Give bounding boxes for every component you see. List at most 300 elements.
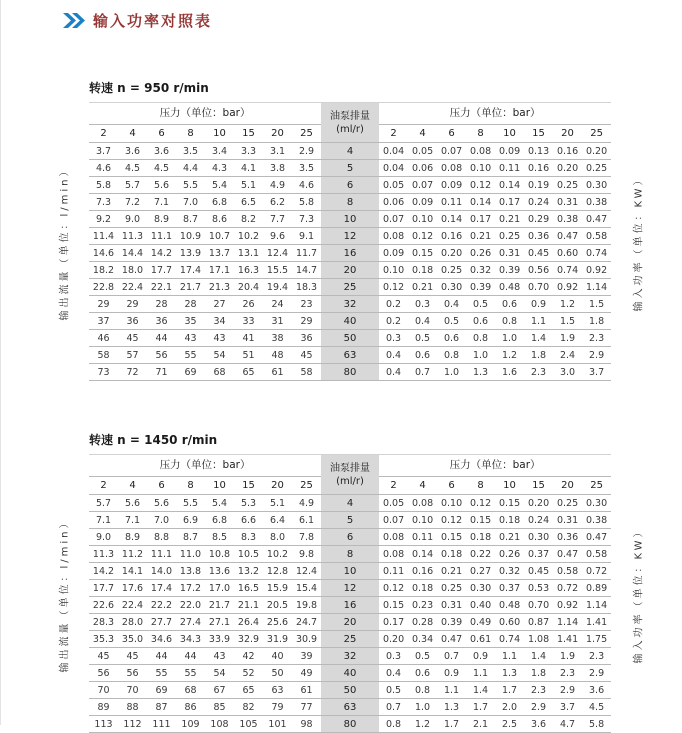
flow-value: 3.8: [263, 160, 292, 177]
flow-value: 29: [89, 296, 118, 313]
flow-value: 14.1: [118, 563, 147, 580]
pressure-col-header: 15: [234, 125, 263, 143]
power-value: 0.08: [437, 160, 466, 177]
table-row: [89, 262, 611, 279]
pressure-col-header: 10: [495, 125, 524, 143]
power-value: 0.47: [582, 529, 611, 546]
pressure-col-header: 6: [147, 125, 176, 143]
power-value: 0.38: [553, 211, 582, 228]
power-value: 0.8: [495, 313, 524, 330]
power-value: 0.8: [437, 347, 466, 364]
power-value: 0.16: [524, 160, 553, 177]
pressure-col-header: 25: [292, 125, 321, 143]
flow-value: 14.4: [118, 245, 147, 262]
power-value: 0.07: [379, 211, 408, 228]
double-chevron-icon: [63, 13, 85, 28]
flow-value: 35.0: [118, 631, 147, 648]
power-value: 0.4: [379, 665, 408, 682]
flow-value: 9.2: [89, 211, 118, 228]
pressure-col-header: 25: [582, 125, 611, 143]
flow-value: 87: [147, 699, 176, 716]
flow-value: 98: [292, 716, 321, 733]
power-value: 1.3: [466, 364, 495, 381]
flow-value: 3.7: [89, 143, 118, 160]
power-value: 2.9: [553, 682, 582, 699]
power-value: 0.30: [466, 580, 495, 597]
power-value: 1.9: [553, 648, 582, 665]
displacement-value: 12: [321, 228, 379, 245]
power-value: 0.10: [379, 262, 408, 279]
power-value: 5.8: [582, 716, 611, 733]
flow-value: 58: [292, 364, 321, 381]
flow-value: 4.4: [176, 160, 205, 177]
power-value: 0.24: [524, 512, 553, 529]
pressure-col-header: 20: [553, 477, 582, 495]
flow-value: 61: [292, 682, 321, 699]
displacement-value: 40: [321, 665, 379, 682]
power-value: 0.47: [582, 211, 611, 228]
flow-value: 22.2: [147, 597, 176, 614]
flow-value: 89: [89, 699, 118, 716]
power-value: 1.14: [553, 614, 582, 631]
power-axis-label: 输入功率（单位：KW）: [633, 171, 645, 312]
power-value: 0.21: [408, 279, 437, 296]
flow-value: 3.5: [176, 143, 205, 160]
power-value: 0.15: [437, 529, 466, 546]
flow-value: 13.9: [176, 245, 205, 262]
flow-value: 22.8: [89, 279, 118, 296]
table-row: [89, 597, 611, 614]
power-value: 1.5: [553, 313, 582, 330]
flow-value: 28.3: [89, 614, 118, 631]
flow-value: 73: [89, 364, 118, 381]
flow-value: 34: [205, 313, 234, 330]
power-value: 1.8: [582, 313, 611, 330]
flow-value: 15.4: [292, 580, 321, 597]
power-value: 0.10: [437, 495, 466, 512]
power-value: 0.07: [379, 512, 408, 529]
flow-value: 22.4: [118, 279, 147, 296]
flow-value: 101: [263, 716, 292, 733]
displacement-value: 63: [321, 347, 379, 364]
power-value: 1.14: [582, 597, 611, 614]
flow-value: 4.9: [263, 177, 292, 194]
flow-value: 13.2: [234, 563, 263, 580]
pressure-col-header: 6: [147, 477, 176, 495]
flow-value: 54: [205, 665, 234, 682]
flow-value: 58: [89, 347, 118, 364]
flow-value: 13.8: [176, 563, 205, 580]
flow-value: 17.2: [176, 580, 205, 597]
power-value: 0.9: [466, 648, 495, 665]
flow-value: 50: [263, 665, 292, 682]
flow-value: 70: [89, 682, 118, 699]
power-value: 0.25: [553, 495, 582, 512]
power-value: 0.21: [437, 563, 466, 580]
flow-value: 5.6: [147, 177, 176, 194]
displacement-value: 32: [321, 648, 379, 665]
flow-value: 65: [234, 682, 263, 699]
power-value: 0.09: [437, 177, 466, 194]
flow-value: 21.7: [176, 279, 205, 296]
pressure-col-header: 8: [466, 477, 495, 495]
flow-value: 14.0: [147, 563, 176, 580]
flow-value: 18.0: [118, 262, 147, 279]
power-value: 0.40: [466, 597, 495, 614]
flow-value: 20.4: [234, 279, 263, 296]
table-row: [89, 330, 611, 347]
power-value: 0.16: [408, 563, 437, 580]
power-value: 0.74: [582, 245, 611, 262]
table-row: [89, 194, 611, 211]
flow-value: 16.5: [234, 580, 263, 597]
flow-value: 7.1: [118, 512, 147, 529]
table-row: [89, 682, 611, 699]
power-value: 0.20: [524, 495, 553, 512]
power-value: 0.08: [466, 143, 495, 160]
flow-value: 26: [234, 296, 263, 313]
table-row: [89, 296, 611, 313]
flow-value: 3.1: [263, 143, 292, 160]
flow-value: 56: [118, 665, 147, 682]
table-row: [89, 279, 611, 296]
power-value: 2.0: [495, 699, 524, 716]
flow-value: 9.1: [292, 228, 321, 245]
power-value: 2.9: [582, 347, 611, 364]
power-value: 0.25: [582, 160, 611, 177]
power-value: 0.08: [408, 495, 437, 512]
power-value: 0.6: [437, 330, 466, 347]
power-value: 0.58: [582, 228, 611, 245]
flow-value: 3.6: [147, 143, 176, 160]
pressure-header-right: 压力（单位：bar）: [379, 455, 611, 477]
flow-value: 79: [263, 699, 292, 716]
power-value: 0.6: [495, 296, 524, 313]
flow-value: 51: [234, 347, 263, 364]
flow-value: 22.0: [176, 597, 205, 614]
flow-value: 69: [176, 364, 205, 381]
flow-value: 43: [205, 330, 234, 347]
power-value: 0.17: [379, 614, 408, 631]
flow-value: 14.2: [147, 245, 176, 262]
pressure-col-header: 15: [524, 125, 553, 143]
flow-value: 8.8: [147, 529, 176, 546]
flow-value: 67: [205, 682, 234, 699]
power-value: 0.38: [582, 194, 611, 211]
flow-value: 42: [234, 648, 263, 665]
power-value: 0.74: [553, 262, 582, 279]
flow-value: 11.7: [292, 245, 321, 262]
table-row: [89, 631, 611, 648]
power-value: 2.9: [582, 665, 611, 682]
power-value: 3.6: [524, 716, 553, 733]
flow-value: 55: [147, 665, 176, 682]
flow-value: 8.6: [205, 211, 234, 228]
table-row: [89, 546, 611, 563]
flow-axis-label: 输出流量（单位：l/min）: [59, 162, 71, 321]
pressure-col-header: 15: [234, 477, 263, 495]
flow-value: 27.7: [147, 614, 176, 631]
table-wrap: [59, 102, 645, 381]
power-value: 0.30: [437, 279, 466, 296]
power-value: 0.45: [524, 563, 553, 580]
flow-value: 9.0: [89, 529, 118, 546]
power-value: 1.4: [524, 648, 553, 665]
displacement-value: 20: [321, 614, 379, 631]
table-row: [89, 313, 611, 330]
displacement-header: [321, 103, 379, 143]
displacement-header-text: 油泵排量: [330, 462, 371, 474]
pressure-header-row: [89, 103, 611, 125]
power-value: 0.58: [553, 563, 582, 580]
flow-value: 11.1: [147, 546, 176, 563]
displacement-value: 50: [321, 682, 379, 699]
table-row: [89, 228, 611, 245]
power-value: 0.16: [437, 228, 466, 245]
flow-value: 16.3: [234, 262, 263, 279]
power-value: 0.08: [379, 228, 408, 245]
power-value: 1.4: [524, 330, 553, 347]
flow-value: 36: [292, 330, 321, 347]
flow-value: 8.5: [205, 529, 234, 546]
pressure-col-header: 2: [89, 125, 118, 143]
displacement-value: 5: [321, 160, 379, 177]
power-value: 0.05: [379, 177, 408, 194]
power-value: 0.04: [379, 160, 408, 177]
power-value: 0.70: [524, 597, 553, 614]
power-value: 0.30: [524, 529, 553, 546]
power-value: 0.6: [466, 313, 495, 330]
flow-value: 34.3: [176, 631, 205, 648]
power-value: 0.11: [379, 563, 408, 580]
power-value: 0.34: [408, 631, 437, 648]
power-value: 0.20: [582, 143, 611, 160]
page-header: [1, 0, 682, 31]
flow-value: 11.4: [89, 228, 118, 245]
power-value: 0.8: [379, 716, 408, 733]
displacement-value: 80: [321, 364, 379, 381]
flow-value: 105: [234, 716, 263, 733]
pressure-col-header: 20: [263, 477, 292, 495]
displacement-value: 50: [321, 330, 379, 347]
power-value: 0.18: [408, 262, 437, 279]
displacement-value: 4: [321, 143, 379, 160]
displacement-header-unit: (ml/r): [336, 123, 364, 135]
power-value: 1.1: [524, 313, 553, 330]
flow-value: 6.9: [176, 512, 205, 529]
power-value: 0.18: [495, 512, 524, 529]
flow-value: 31: [263, 313, 292, 330]
flow-value: 5.8: [292, 194, 321, 211]
power-value: 0.09: [379, 245, 408, 262]
power-value: 0.18: [466, 529, 495, 546]
power-value: 0.61: [466, 631, 495, 648]
flow-value: 61: [263, 364, 292, 381]
pressure-header-left: 压力（单位：bar）: [89, 455, 321, 477]
flow-value: 7.0: [147, 512, 176, 529]
flow-value: 45: [89, 648, 118, 665]
flow-value: 28: [176, 296, 205, 313]
flow-value: 21.3: [205, 279, 234, 296]
power-value: 1.2: [553, 296, 582, 313]
power-value: 0.15: [408, 245, 437, 262]
displacement-value: 25: [321, 631, 379, 648]
flow-value: 56: [89, 665, 118, 682]
power-value: 0.36: [524, 228, 553, 245]
power-axis-label: 输入功率（单位：KW）: [633, 523, 645, 664]
flow-value: 34.6: [147, 631, 176, 648]
power-value: 4.7: [553, 716, 582, 733]
flow-value: 11.3: [118, 228, 147, 245]
flow-value: 7.3: [292, 211, 321, 228]
power-value: 1.2: [495, 347, 524, 364]
displacement-value: 4: [321, 495, 379, 512]
table-row: [89, 699, 611, 716]
power-value: 1.7: [495, 682, 524, 699]
flow-value: 3.4: [205, 143, 234, 160]
power-value: 0.39: [437, 614, 466, 631]
flow-value: 23: [292, 296, 321, 313]
flow-value: 12.8: [263, 563, 292, 580]
power-value: 0.58: [582, 546, 611, 563]
flow-value: 7.3: [89, 194, 118, 211]
pressure-col-header: 20: [553, 125, 582, 143]
flow-value: 18.3: [292, 279, 321, 296]
power-value: 0.3: [379, 330, 408, 347]
power-value: 1.1: [466, 665, 495, 682]
flow-value: 19.4: [263, 279, 292, 296]
flow-value: 85: [205, 699, 234, 716]
power-value: 2.4: [553, 347, 582, 364]
table-row: [89, 143, 611, 160]
power-value: 0.27: [466, 563, 495, 580]
power-value: 1.7: [466, 699, 495, 716]
flow-value: 27.1: [205, 614, 234, 631]
table-title: 转速 n = 950 r/min: [89, 81, 209, 95]
power-value: 3.6: [582, 682, 611, 699]
flow-value: 71: [147, 364, 176, 381]
power-value: 0.26: [466, 245, 495, 262]
power-table: [89, 102, 611, 381]
flow-value: 5.5: [176, 495, 205, 512]
flow-value: 10.2: [234, 228, 263, 245]
flow-value: 65: [234, 364, 263, 381]
flow-value: 55: [176, 347, 205, 364]
flow-value: 32.9: [234, 631, 263, 648]
power-value: 3.0: [553, 364, 582, 381]
power-value: 0.60: [495, 614, 524, 631]
power-value: 0.47: [437, 631, 466, 648]
flow-value: 13.6: [205, 563, 234, 580]
displacement-header-unit: (ml/r): [336, 475, 364, 487]
table-row: [89, 245, 611, 262]
power-value: 0.12: [437, 512, 466, 529]
displacement-value: 63: [321, 699, 379, 716]
flow-value: 5.3: [234, 495, 263, 512]
power-value: 0.14: [408, 546, 437, 563]
power-value: 1.9: [553, 330, 582, 347]
flow-value: 11.3: [89, 546, 118, 563]
flow-value: 29: [292, 313, 321, 330]
flow-value: 70: [118, 682, 147, 699]
page-title: 输入功率对照表: [93, 12, 213, 30]
power-value: 1.1: [437, 682, 466, 699]
power-value: 0.10: [408, 211, 437, 228]
displacement-value: 25: [321, 279, 379, 296]
flow-value: 49: [292, 665, 321, 682]
displacement-value: 80: [321, 716, 379, 733]
flow-value: 5.5: [176, 177, 205, 194]
flow-value: 4.6: [89, 160, 118, 177]
power-value: 0.09: [408, 194, 437, 211]
flow-value: 17.4: [176, 262, 205, 279]
displacement-value: 12: [321, 580, 379, 597]
flow-value: 109: [176, 716, 205, 733]
flow-value: 7.1: [89, 512, 118, 529]
flow-value: 21.1: [234, 597, 263, 614]
flow-value: 5.8: [89, 177, 118, 194]
flow-value: 113: [89, 716, 118, 733]
flow-value: 72: [118, 364, 147, 381]
table-row: [89, 160, 611, 177]
power-value: 0.89: [582, 580, 611, 597]
flow-value: 5.6: [147, 495, 176, 512]
power-value: 1.41: [553, 631, 582, 648]
power-value: 0.4: [437, 296, 466, 313]
power-value: 0.49: [466, 614, 495, 631]
flow-value: 82: [234, 699, 263, 716]
flow-value: 40: [263, 648, 292, 665]
power-value: 0.2: [379, 313, 408, 330]
flow-value: 46: [89, 330, 118, 347]
flow-value: 29: [118, 296, 147, 313]
flow-value: 13.1: [234, 245, 263, 262]
power-value: 0.39: [466, 279, 495, 296]
power-value: 1.6: [495, 364, 524, 381]
flow-value: 8.7: [176, 529, 205, 546]
pressure-col-header: 6: [437, 477, 466, 495]
flow-value: 36: [118, 313, 147, 330]
flow-value: 45: [118, 330, 147, 347]
power-value: 0.06: [379, 194, 408, 211]
flow-value: 5.6: [118, 495, 147, 512]
power-value: 0.4: [379, 347, 408, 364]
flow-value: 27.4: [176, 614, 205, 631]
power-value: 0.05: [379, 495, 408, 512]
flow-value: 43: [205, 648, 234, 665]
table-row: [89, 512, 611, 529]
pressure-col-header: 10: [205, 477, 234, 495]
flow-value: 11.2: [118, 546, 147, 563]
flow-value: 17.0: [205, 580, 234, 597]
flow-value: 57: [118, 347, 147, 364]
flow-value: 112: [118, 716, 147, 733]
power-value: 0.12: [466, 495, 495, 512]
power-value: 0.14: [495, 177, 524, 194]
power-value: 0.47: [553, 228, 582, 245]
power-value: 0.18: [408, 580, 437, 597]
power-value: 0.30: [582, 495, 611, 512]
power-value: 0.3: [408, 296, 437, 313]
power-value: 0.25: [495, 228, 524, 245]
flow-value: 15.5: [263, 262, 292, 279]
power-value: 1.14: [582, 279, 611, 296]
power-value: 1.7: [437, 716, 466, 733]
power-value: 0.31: [553, 512, 582, 529]
flow-value: 4.6: [292, 177, 321, 194]
flow-value: 7.2: [118, 194, 147, 211]
power-value: 0.12: [408, 228, 437, 245]
